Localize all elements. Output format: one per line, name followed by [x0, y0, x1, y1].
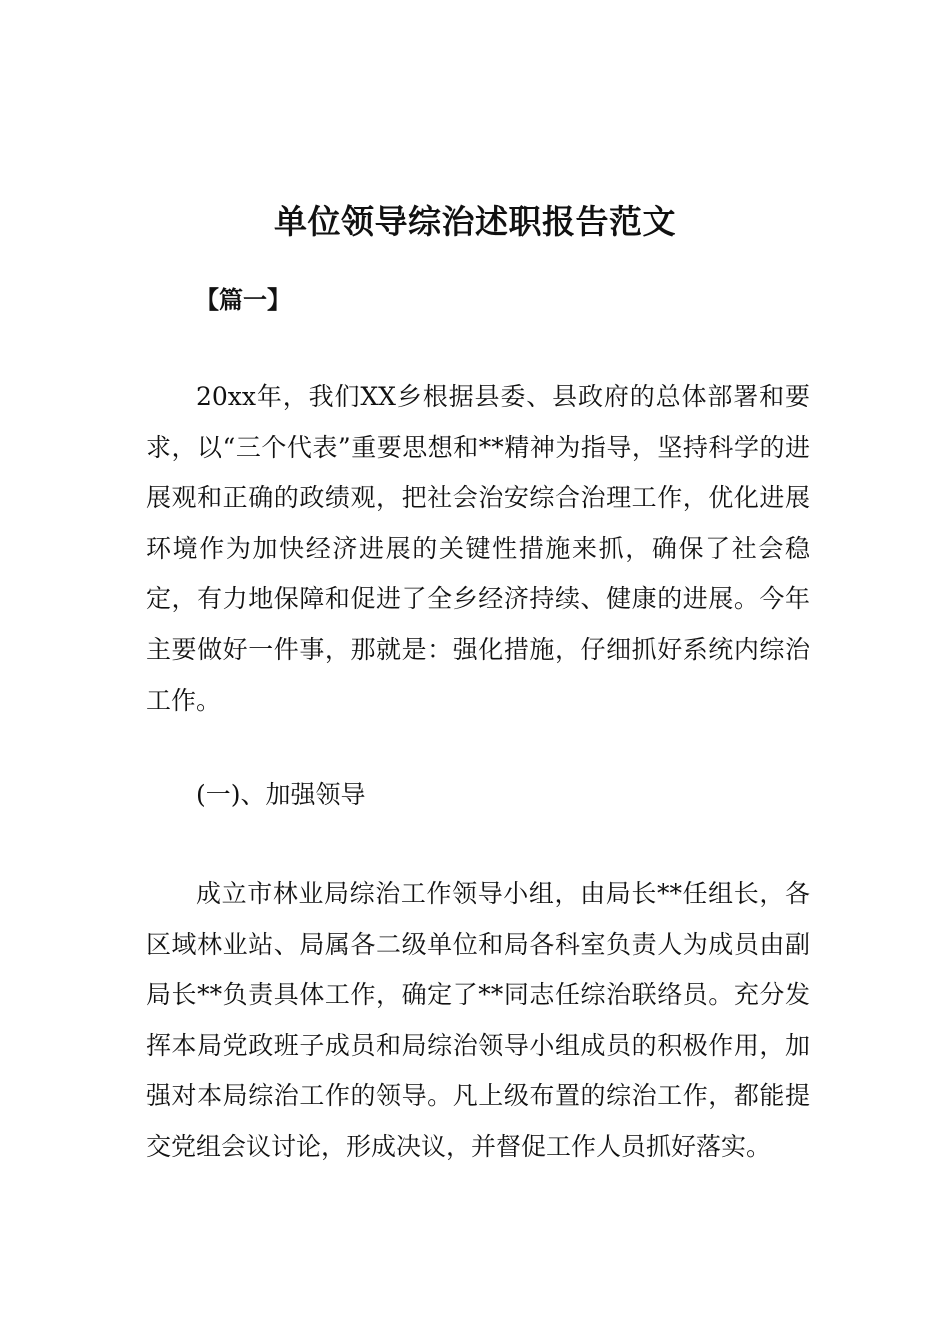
- body-paragraph-2: 成立市林业局综治工作领导小组，由局长**任组长，各区域林业站、局属各二级单位和局各科室负责人为成员由副局长**负责具体工作，确定了**同志任综治联络员。充分发挥本局党政班子成员和局综治领导小组成员的积极作用，加强对本局综治工作的领导。凡上级布置的综治工作，都能提交党组会议讨论，形成决议，并督促工作人员抓好落实。: [146, 879, 810, 1161]
- document-title: 单位领导综治述职报告范文: [274, 202, 676, 242]
- section-tag: 【篇一】: [195, 286, 291, 314]
- body-paragraph-1: 20xx年，我们XX乡根据县委、县政府的总体部署和要求，以“三个代表”重要思想和**精神为指导，坚持科学的进展观和正确的政绩观，把社会治安综合治理工作，优化进展环境作为加快经济进展的关键性措施来抓，确保了社会稳定，有力地保障和促进了全乡经济持续、健康的进展。今年主要做好一件事，那就是：强化措施，仔细抓好系统内综治工作。: [146, 382, 810, 715]
- subheading-strengthen-leadership: (一)、加强领导: [196, 780, 366, 809]
